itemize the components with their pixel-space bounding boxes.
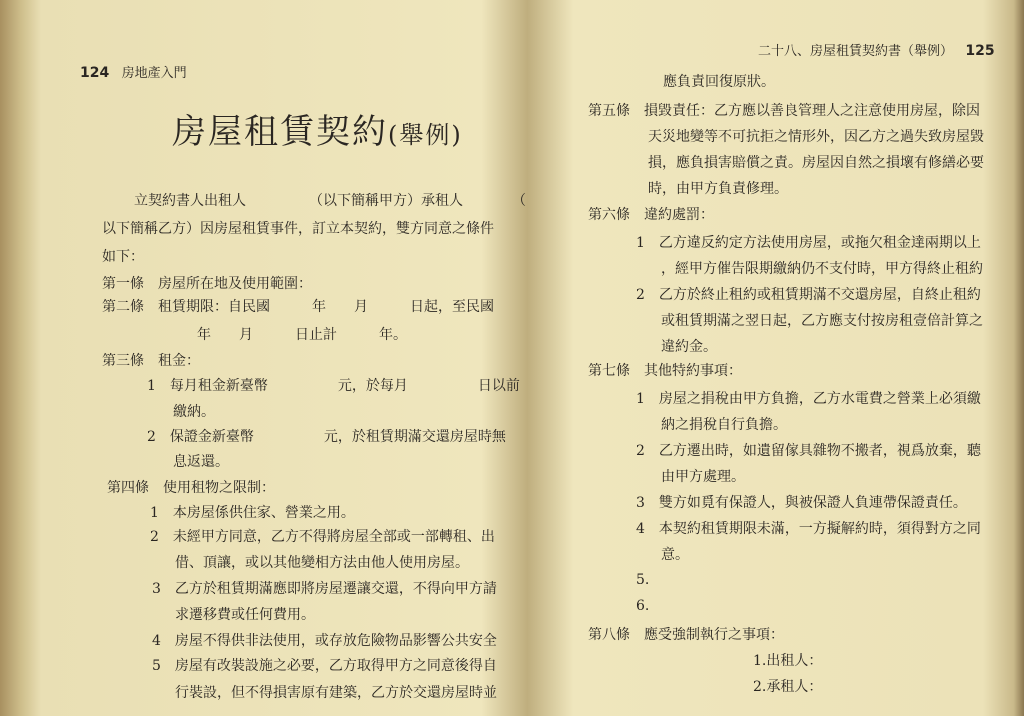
- list-item: 2 乙方於終止租約或租賃期滿不交還房屋，自終止租約: [636, 287, 981, 303]
- text-line: 行裝設，但不得損害原有建築，乙方於交還房屋時並: [175, 685, 497, 701]
- article-6: 第六條 違約處罰：: [588, 207, 714, 223]
- text-line: 借、頂讓，或以其他變相方法由他人使用房屋。: [175, 555, 469, 571]
- text-line: 應負責回復原狀。: [663, 74, 775, 90]
- text-line: 如下：: [102, 249, 144, 265]
- contract-title-suffix: (舉例): [388, 121, 463, 149]
- list-item: 1 乙方違反約定方法使用房屋，或拖欠租金達兩期以上: [636, 235, 981, 251]
- contract-title: [172, 104, 463, 153]
- article-1: 第一條 房屋所在地及使用範圍：: [102, 276, 312, 292]
- text-line: 違約金。: [661, 339, 717, 355]
- left-page-number: 124: [80, 65, 110, 81]
- article-7: 第七條 其他特約事項：: [588, 363, 742, 379]
- text-line: 以下簡稱乙方）因房屋租賃事件，訂立本契約，雙方同意之條件: [102, 221, 494, 237]
- left-page: [22, 0, 530, 716]
- list-item: 5 房屋有改裝設施之必要，乙方取得甲方之同意後得自: [152, 658, 497, 674]
- list-item: 2.承租人：: [753, 679, 823, 695]
- list-item: 6.: [636, 598, 650, 614]
- text-line: 意。: [661, 547, 689, 563]
- text-line: 立契約書人出租人 （以下簡稱甲方）承租人 （: [134, 193, 526, 209]
- right-page-header: [758, 40, 995, 59]
- text-line: 損，應負損害賠償之責。房屋因自然之損壞有修繕必要: [648, 155, 984, 171]
- text-line: 或租賃期滿之翌日起，乙方應支付按房租壹倍計算之: [661, 313, 983, 329]
- list-item: 1.出租人：: [753, 653, 823, 669]
- list-item: 1 本房屋係供住家、營業之用。: [150, 505, 355, 521]
- list-item: 4 本契約租賃期限未滿，一方擬解約時，須得對方之同: [636, 521, 981, 537]
- text-line: 繳納。: [173, 404, 215, 420]
- text-line: ，經甲方催告限期繳納仍不支付時，甲方得終止租約: [661, 261, 983, 277]
- text-line: 求遷移費或任何費用。: [175, 607, 315, 623]
- text-line: 天災地變等不可抗拒之情形外，因乙方之過失致房屋毀: [648, 129, 984, 145]
- list-item: 2 未經甲方同意，乙方不得將房屋全部或一部轉租、出: [150, 529, 495, 545]
- list-item: 3 雙方如覓有保證人，與被保證人負連帶保證責任。: [636, 495, 967, 511]
- contract-title-text: 房屋租賃契約: [172, 112, 388, 152]
- article-5: 第五條 損毀責任：乙方應以善良管理人之注意使用房屋，除因: [588, 103, 980, 119]
- list-item: 3 乙方於租賃期滿應即將房屋遷讓交還，不得向甲方請: [152, 581, 497, 597]
- text-line: 年 月 日止計 年。: [197, 327, 407, 343]
- left-running-head: 房地產入門: [121, 66, 187, 81]
- article-3: 第三條 租金：: [102, 353, 200, 369]
- text-line: 由甲方處理。: [661, 469, 745, 485]
- left-page-header: [80, 62, 187, 81]
- text-line: 息返還。: [173, 454, 229, 470]
- list-item: 1 房屋之捐稅由甲方負擔，乙方水電費之營業上必須繳: [636, 391, 981, 407]
- list-item: 1 每月租金新臺幣 元，於每月 日以前: [147, 378, 520, 394]
- list-item: 2 保證金新臺幣 元，於租賃期滿交還房屋時無: [147, 429, 506, 445]
- right-page: [548, 0, 1008, 716]
- list-item: 4 房屋不得供非法使用，或存放危險物品影響公共安全: [152, 633, 497, 649]
- text-line: 時，由甲方負責修理。: [648, 181, 788, 197]
- article-2: 第二條 租賃期限：自民國 年 月 日起，至民國: [102, 299, 494, 315]
- list-item: 2 乙方遷出時，如遺留傢具雜物不搬者，視爲放棄，聽: [636, 443, 981, 459]
- article-4: 第四條 使用租物之限制：: [107, 480, 275, 496]
- right-running-head: 二十八、房屋租賃契約書（舉例）: [758, 44, 954, 59]
- right-page-number: 125: [965, 43, 995, 59]
- list-item: 5.: [636, 572, 650, 588]
- text-line: 納之捐稅自行負擔。: [661, 417, 787, 433]
- article-8: 第八條 應受強制執行之事項：: [588, 627, 784, 643]
